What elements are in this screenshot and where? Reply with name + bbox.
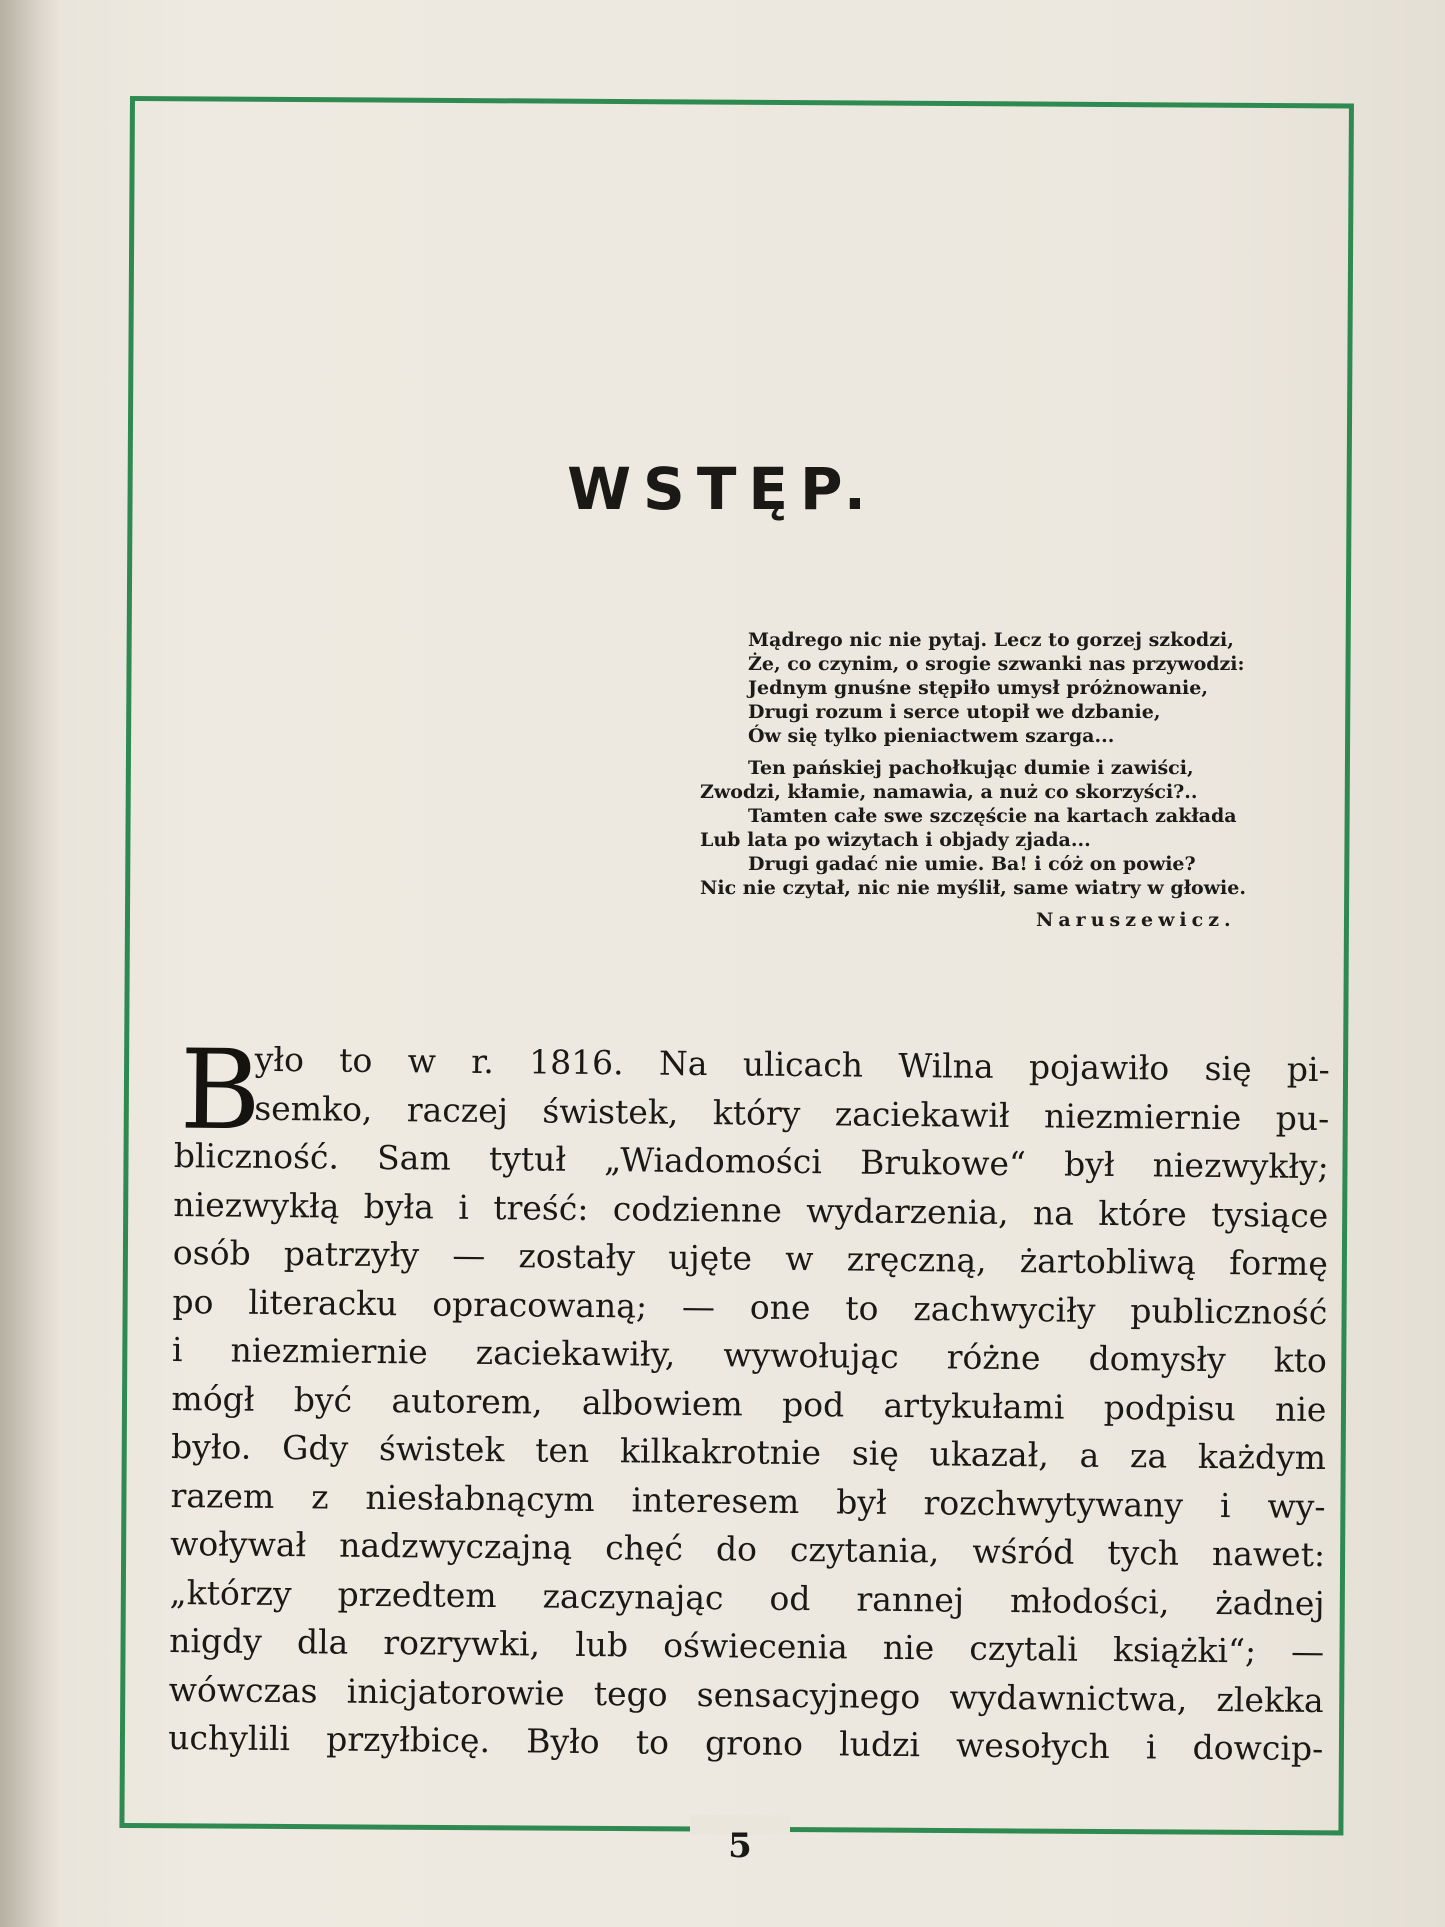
body-line: i niezmiernie zaciekawiły, wywołując różne domysły kto bbox=[171, 1329, 1328, 1381]
gutter-shadow bbox=[0, 0, 60, 1927]
body-line: osób patrzyły — zostały ujęte w zręczną, żartobliwą formę bbox=[172, 1232, 1329, 1284]
body-line: semko, raczej świstek, który zaciekawił niezmiernie pu- bbox=[254, 1088, 1330, 1138]
epigraph-line: Drugi gadać nie umie. Ba! i cóż on powie? bbox=[748, 853, 1196, 875]
epigraph-line: Ów się tylko pieniactwem szarga... bbox=[748, 725, 1115, 747]
epigraph-line: Ten pańskiej pachołkując dumie i zawiści, bbox=[748, 757, 1194, 779]
epigraph-line: Zwodzi, kłamie, namawia, a nuż co skorzyści?.. bbox=[700, 781, 1198, 803]
epigraph-line: Mądrego nic nie pytaj. Lecz to gorzej szkodzi, bbox=[748, 629, 1234, 651]
epigraph-line: Że, co czynim, o srogie szwanki nas przywodzi: bbox=[748, 653, 1245, 675]
chapter-title: WSTĘP. bbox=[567, 455, 878, 523]
epigraph bbox=[700, 628, 1340, 932]
body-line: woływał nadzwyczajną chęć do czytania, wśród tych nawet: bbox=[169, 1523, 1326, 1575]
epigraph-author: Naruszewicz. bbox=[1036, 909, 1236, 931]
body-line: yło to w r. 1816. Na ulicach Wilna pojawiło się pi- bbox=[254, 1039, 1330, 1090]
body-line: wówczas inicjatorowie tego sensacyjnego wydawnictwa, zlekka bbox=[168, 1669, 1324, 1720]
epigraph-line: Drugi rozum i serce utopił we dzbanie, bbox=[748, 701, 1161, 723]
epigraph-line: Jednym gnuśne stępiło umysł próżnowanie, bbox=[748, 677, 1208, 699]
drop-cap: B bbox=[179, 1025, 262, 1155]
body-line: nigdy dla rozrywki, lub oświecenia nie czytali książki“; — bbox=[169, 1620, 1325, 1672]
page-number: 5 bbox=[728, 1826, 752, 1866]
epigraph-line: Nic nie czytał, nic nie myślił, same wiatry w głowie. bbox=[700, 877, 1246, 899]
body-line: było. Gdy świstek ten kilkakrotnie się ukazał, a za każdym bbox=[170, 1426, 1327, 1478]
body-line: mógł być autorem, albowiem pod artykułami podpisu nie bbox=[171, 1378, 1327, 1429]
body-paragraph bbox=[168, 1025, 1330, 1774]
body-line: uchylili przyłbicę. Było to grono ludzi wesołych i dowcip- bbox=[168, 1717, 1324, 1769]
body-line: bliczność. Sam tytuł „Wiadomości Brukowe“ był niezwykły; bbox=[173, 1135, 1329, 1187]
body-line: niezwykłą była i treść: codzienne wydarzenia, na które tysiące bbox=[173, 1184, 1329, 1235]
body-line: „którzy przedtem zaczynając od rannej młodości, żadnej bbox=[169, 1572, 1325, 1623]
body-line: po literacku opracowaną; — one to zachwyciły publiczność bbox=[172, 1281, 1328, 1332]
body-line: razem z niesłabnącym interesem był rozchwytywany i wy- bbox=[170, 1475, 1326, 1526]
epigraph-line: Tamten całe swe szczęście na kartach zakłada bbox=[748, 805, 1237, 827]
epigraph-line: Lub lata po wizytach i objady zjada... bbox=[700, 829, 1091, 851]
